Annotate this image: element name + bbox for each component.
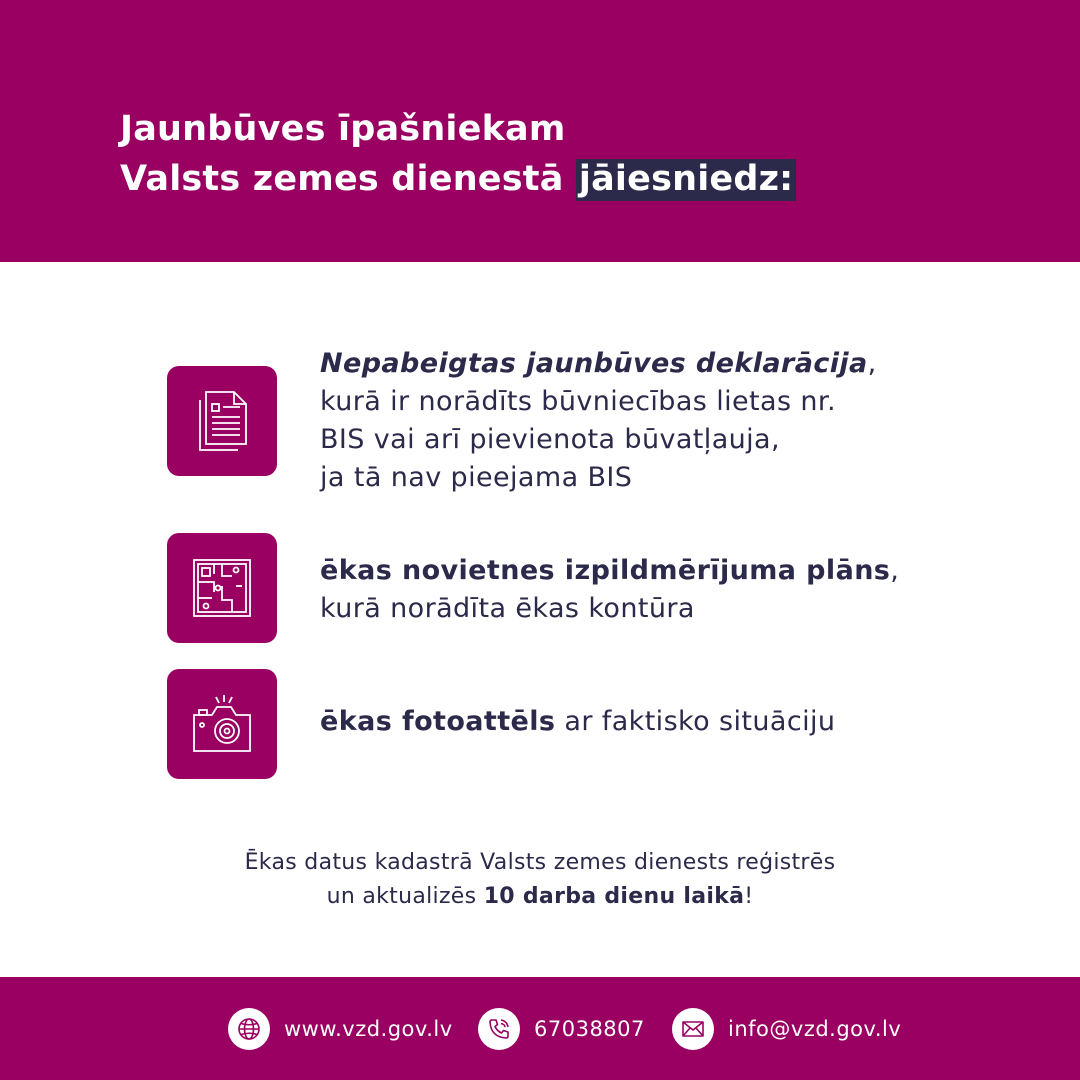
declaration-line-3: ja tā nav pieejama BIS [320,462,633,493]
website-label: www.vzd.gov.lv [284,1017,453,1041]
footnote-line-1: Ēkas datus kadastrā Valsts zemes dienests reģistrēs [244,850,836,875]
footnote-line-2 [0,880,1080,914]
document-icon-box [167,366,277,476]
document-icon [194,390,250,452]
title-line-2 [120,154,796,204]
declaration-line-1: kurā ir norādīts būvniecības lietas nr. [320,386,836,417]
photo-text [320,703,835,741]
phone-link[interactable] [478,1008,645,1050]
floor-plan-icon-box [167,533,277,643]
title-highlight: jāiesniedz: [576,159,796,201]
email-label: info@vzd.gov.lv [728,1017,902,1041]
header-banner [0,0,1080,262]
footnote-line-2-prefix: un aktualizēs [326,884,484,909]
footer-bar [0,977,1080,1080]
website-link[interactable] [228,1008,453,1050]
declaration-line-2: BIS vai arī pievienota būvatļauja, [320,424,780,455]
floor-plan-title-suffix: , [890,555,900,586]
floor-plan-title: ēkas novietnes izpildmērījuma plāns [320,555,891,586]
globe-icon [237,1017,261,1041]
camera-icon-box [167,669,277,779]
phone-icon-circle [478,1008,520,1050]
camera-icon [190,693,254,755]
phone-icon [487,1017,511,1041]
title-line-2-prefix: Valsts zemes dienestā [120,159,576,199]
floor-plan-text [320,552,899,628]
envelope-icon [681,1017,705,1041]
footnote [0,846,1080,914]
envelope-icon-circle [672,1008,714,1050]
title-line-1: Jaunbūves īpašniekam [120,109,566,149]
floor-plan-line-1: kurā norādīta ēkas kontūra [320,593,695,624]
footnote-deadline: 10 darba dienu laikā [483,884,745,909]
photo-title: ēkas fotoattēls [320,706,556,737]
globe-icon-circle [228,1008,270,1050]
email-link[interactable] [672,1008,901,1050]
page-title [120,104,796,204]
declaration-title-suffix: , [867,348,877,379]
declaration-text [320,345,877,497]
declaration-title: Nepabeigtas jaunbūves deklarācija [320,348,868,379]
footnote-line-2-suffix: ! [744,884,754,909]
photo-title-suffix: ar faktisko situāciju [555,706,836,737]
floor-plan-icon [192,558,252,618]
phone-label: 67038807 [534,1017,645,1041]
